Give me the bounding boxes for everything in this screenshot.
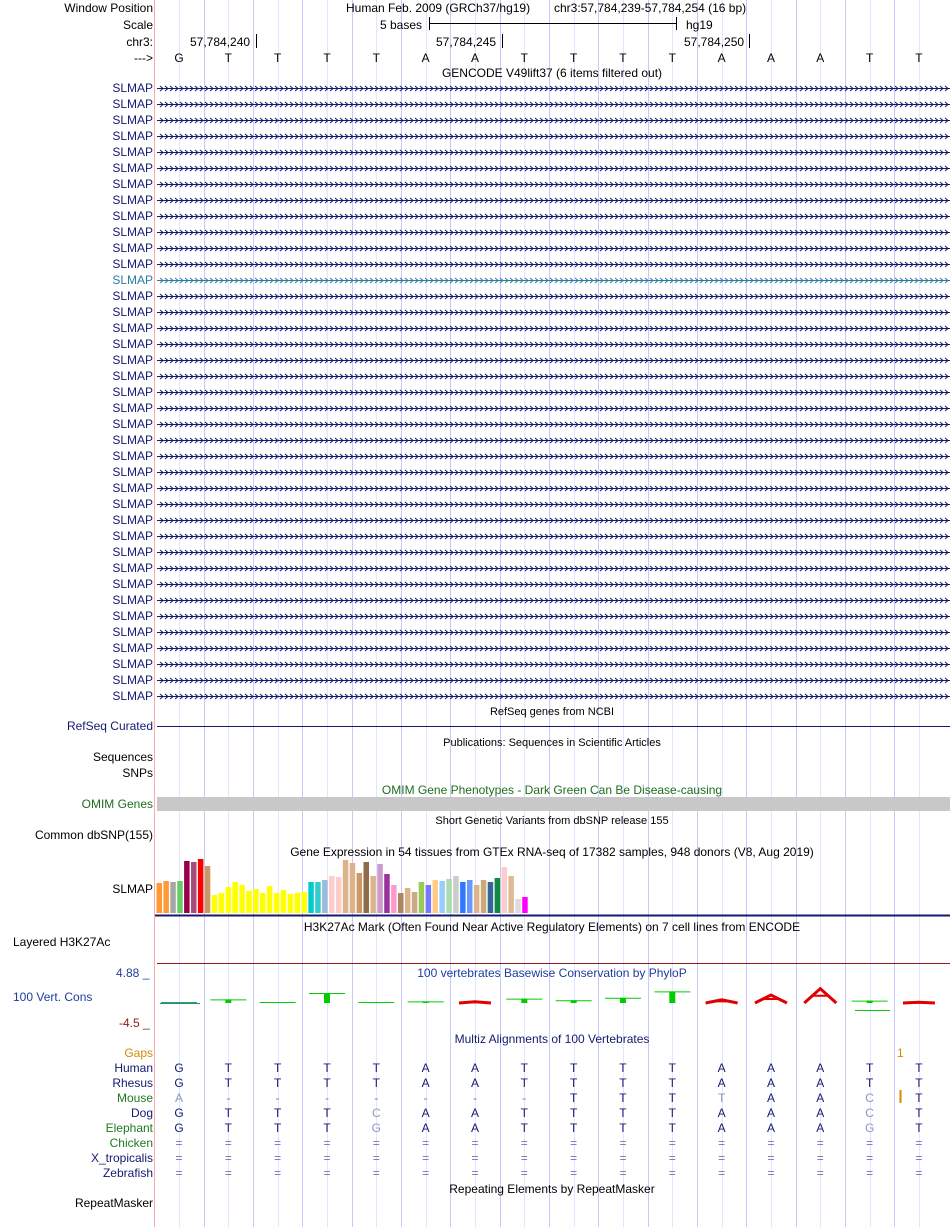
gtex-tissue-bar <box>219 893 225 913</box>
species-label[interactable]: Dog <box>130 1106 153 1120</box>
alignment-base: = <box>323 1166 331 1180</box>
conservation-title: 100 vertebrates Basewise Conservation by PhyloP <box>417 966 687 980</box>
gtex-tissue-bar <box>481 880 487 913</box>
dbsnp-title: Short Genetic Variants from dbSNP release 155 <box>435 815 669 827</box>
multiz-title: Multiz Alignments of 100 Vertebrates <box>454 1032 650 1046</box>
conservation-bar <box>324 993 330 1003</box>
alignment-base: A <box>816 1091 825 1105</box>
gtex-tissue-bar <box>205 866 211 913</box>
gencode-gene-label[interactable]: SLMAP <box>112 129 153 143</box>
alignment-base: T <box>569 1091 578 1105</box>
gtex-tissue-bar <box>177 881 183 913</box>
alignment-base: T <box>668 1061 676 1075</box>
sequence-base: T <box>323 51 331 65</box>
gtex-tissue-bar <box>515 899 521 913</box>
gencode-gene-label[interactable]: SLMAP <box>112 241 153 255</box>
assembly-text: Human Feb. 2009 (GRCh37/hg19) <box>346 1 531 15</box>
alignment-base: A <box>766 1061 775 1075</box>
gtex-tissue-bar <box>301 892 307 913</box>
sequence-base: A <box>470 51 479 65</box>
gencode-gene-label[interactable]: SLMAP <box>112 321 153 335</box>
alignment-base: = <box>372 1166 380 1180</box>
gtex-tissue-bar <box>343 860 349 913</box>
gtex-tissue-bar <box>433 880 439 913</box>
alignment-base: T <box>865 1076 874 1090</box>
gtex-tissue-bar <box>467 880 473 913</box>
species-label[interactable]: Elephant <box>105 1121 153 1135</box>
gtex-tissue-bar <box>184 861 190 913</box>
sequence-base: T <box>372 51 380 65</box>
conservation-bar <box>669 991 675 1003</box>
gencode-gene-label[interactable]: SLMAP <box>112 673 153 687</box>
alignment-base: T <box>224 1076 232 1090</box>
rmsk-title: Repeating Elements by RepeatMasker <box>449 1182 655 1196</box>
gtex-tissue-bar <box>322 880 328 913</box>
alignment-base: A <box>816 1076 825 1090</box>
gencode-gene-label[interactable]: SLMAP <box>112 385 153 399</box>
conservation-label[interactable]: 100 Vert. Cons <box>13 990 93 1004</box>
pubs-title: Publications: Sequences in Scientific Articles <box>443 737 661 749</box>
alignment-base: T <box>569 1106 578 1120</box>
refseq-title: RefSeq genes from NCBI <box>489 706 615 718</box>
gaps-label: Gaps <box>124 1046 153 1060</box>
gtex-tissue-bar <box>405 888 411 913</box>
gtex-tissue-bar <box>412 892 418 913</box>
alignment-base: = <box>224 1136 232 1150</box>
alignment-base: A <box>766 1106 775 1120</box>
gencode-gene-label[interactable]: SLMAP <box>112 289 153 303</box>
alignment-base: T <box>619 1121 627 1135</box>
alignment-base: = <box>422 1151 430 1165</box>
gtex-tissue-bar <box>246 891 252 913</box>
gtex-tissue-bar <box>295 893 301 913</box>
alignment-base: T <box>372 1076 380 1090</box>
species-label[interactable]: Zebrafish <box>102 1166 153 1180</box>
alignment-base: C <box>371 1106 381 1120</box>
alignment-base: A <box>421 1106 430 1120</box>
gtex-tissue-bar <box>391 885 397 913</box>
gencode-gene-label[interactable]: SLMAP <box>112 641 153 655</box>
gtex-tissue-bar <box>267 886 273 913</box>
sequence-base: T <box>569 51 578 65</box>
alignment-base: G <box>174 1106 184 1120</box>
alignment-base: = <box>866 1151 874 1165</box>
alignment-base: C <box>865 1106 874 1120</box>
sequence-base: T <box>915 51 923 65</box>
gencode-gene-label[interactable]: SLMAP <box>112 497 153 511</box>
pubs-sequences-label[interactable]: Sequences <box>92 750 153 764</box>
sequence-base: A <box>717 51 726 65</box>
alignment-base: G <box>371 1121 381 1135</box>
gtex-tissue-bar <box>377 864 383 913</box>
gencode-gene-label[interactable]: SLMAP <box>112 81 153 95</box>
gencode-gene-label[interactable]: SLMAP <box>112 257 153 271</box>
alignment-base: T <box>273 1106 282 1120</box>
alignment-base: - <box>522 1091 527 1105</box>
gtex-tissue-bar <box>474 885 480 913</box>
species-label[interactable]: Chicken <box>109 1136 153 1150</box>
alignment-base: T <box>273 1076 282 1090</box>
alignment-base: = <box>668 1151 676 1165</box>
gencode-gene-label[interactable]: SLMAP <box>112 273 153 287</box>
gtex-title: Gene Expression in 54 tissues from GTEx RNA-seq of 17382 samples, 948 donors (V8, Aug 2019) <box>290 845 814 859</box>
species-label[interactable]: Mouse <box>116 1091 153 1105</box>
alignment-base: A <box>470 1106 479 1120</box>
alignment-base: A <box>717 1076 726 1090</box>
gtex-tissue-bar <box>232 882 238 913</box>
alignment-base: T <box>224 1106 232 1120</box>
scale-text: 5 bases <box>380 18 423 32</box>
alignment-base: - <box>324 1091 329 1105</box>
alignment-base: - <box>275 1091 280 1105</box>
gencode-gene-label[interactable]: SLMAP <box>112 369 153 383</box>
alignment-base: = <box>816 1136 824 1150</box>
gtex-tissue-bar <box>329 876 335 913</box>
gtex-tissue-bar <box>288 894 294 913</box>
alignment-base: G <box>174 1076 184 1090</box>
alignment-base: T <box>668 1091 676 1105</box>
sequence-base: G <box>174 51 184 65</box>
alignment-base: = <box>274 1151 282 1165</box>
gtex-tissue-bar <box>260 893 266 913</box>
alignment-base: = <box>471 1136 479 1150</box>
gtex-tissue-bar <box>308 882 314 913</box>
alignment-base: G <box>174 1121 184 1135</box>
gencode-gene-label[interactable]: SLMAP <box>112 609 153 623</box>
alignment-base: T <box>915 1061 923 1075</box>
alignment-base: = <box>570 1166 578 1180</box>
alignment-base: = <box>718 1136 726 1150</box>
alignment-base: T <box>915 1106 923 1120</box>
sequence-base: T <box>668 51 676 65</box>
alignment-base: T <box>520 1121 528 1135</box>
gencode-gene-label[interactable]: SLMAP <box>112 545 153 559</box>
alignment-base: T <box>224 1121 232 1135</box>
alignment-base: = <box>619 1136 627 1150</box>
alignment-base: = <box>422 1136 430 1150</box>
gencode-gene-label[interactable]: SLMAP <box>112 449 153 463</box>
gtex-tissue-bar <box>350 863 356 913</box>
alignment-base: A <box>766 1091 775 1105</box>
sequence-base: T <box>273 51 282 65</box>
alignment-base: = <box>718 1166 726 1180</box>
gtex-tissue-bar <box>364 862 370 913</box>
alignment-base: = <box>224 1151 232 1165</box>
gencode-gene-label[interactable]: SLMAP <box>112 225 153 239</box>
gencode-gene-label[interactable]: SLMAP <box>112 657 153 671</box>
species-label[interactable]: Human <box>114 1061 153 1075</box>
gtex-tissue-bar <box>157 883 163 913</box>
gencode-gene-label[interactable]: SLMAP <box>112 305 153 319</box>
h3k27ac-title: H3K27Ac Mark (Often Found Near Active Regulatory Elements) on 7 cell lines from ENCODE <box>303 920 801 934</box>
alignment-base: T <box>915 1091 923 1105</box>
alignment-base: - <box>472 1091 477 1105</box>
alignment-base: T <box>619 1061 627 1075</box>
gencode-gene-label[interactable]: SLMAP <box>112 465 153 479</box>
alignment-base: = <box>915 1136 923 1150</box>
gtex-tissue-bar <box>508 876 514 913</box>
tick-label: 57,784,245 <box>436 35 497 49</box>
alignment-base: = <box>372 1151 380 1165</box>
gtex-tissue-bar <box>357 873 363 913</box>
gtex-tissue-bar <box>398 893 404 913</box>
alignment-base: A <box>816 1121 825 1135</box>
alignment-base: = <box>520 1136 528 1150</box>
species-label[interactable]: X_tropicalis <box>90 1151 153 1165</box>
gtex-tissue-bar <box>226 887 232 913</box>
alignment-base: - <box>226 1091 231 1105</box>
alignment-base: T <box>520 1061 528 1075</box>
gtex-tissue-bar <box>446 879 452 913</box>
gencode-gene-label[interactable]: SLMAP <box>112 337 153 351</box>
alignment-base: T <box>569 1076 578 1090</box>
strand-label: ---> <box>134 51 153 65</box>
gtex-tissue-bar <box>163 881 169 913</box>
alignment-base: T <box>717 1091 726 1105</box>
alignment-base: = <box>224 1166 232 1180</box>
alignment-base: T <box>520 1076 528 1090</box>
gtex-tissue-bar <box>253 889 259 913</box>
gtex-tissue-bar <box>315 882 321 913</box>
conservation-min: -4.5 _ <box>119 1016 150 1030</box>
alignment-base: T <box>668 1121 676 1135</box>
gencode-gene-label[interactable]: SLMAP <box>112 145 153 159</box>
alignment-base: = <box>668 1136 676 1150</box>
alignment-base: = <box>915 1151 923 1165</box>
alignment-base: = <box>274 1166 282 1180</box>
gtex-tissue-bar <box>384 874 390 913</box>
alignment-base: A <box>766 1121 775 1135</box>
gencode-title: GENCODE V49lift37 (6 items filtered out) <box>441 66 663 80</box>
chromosome-label: chr3: <box>126 35 153 49</box>
gencode-gene-label[interactable]: SLMAP <box>112 689 153 703</box>
gencode-gene-label[interactable]: SLMAP <box>112 481 153 495</box>
gencode-gene-label[interactable]: SLMAP <box>112 513 153 527</box>
h3k27ac-label[interactable]: Layered H3K27Ac <box>13 935 111 949</box>
pubs-snps-label[interactable]: SNPs <box>122 766 153 780</box>
alignment-base: = <box>767 1166 775 1180</box>
tick-label: 57,784,250 <box>684 35 745 49</box>
gtex-tissue-bar <box>488 882 494 913</box>
alignment-base: T <box>668 1106 676 1120</box>
alignment-base: = <box>323 1136 331 1150</box>
gencode-gene-label[interactable]: SLMAP <box>112 97 153 111</box>
sequence-base: T <box>224 51 232 65</box>
gencode-gene-label[interactable]: SLMAP <box>112 353 153 367</box>
gencode-gene-rows[interactable] <box>157 86 950 699</box>
gencode-gene-label[interactable]: SLMAP <box>112 177 153 191</box>
gtex-tissue-bar <box>191 862 197 913</box>
gtex-tissue-bar <box>370 876 376 913</box>
rmsk-label[interactable]: RepeatMasker <box>74 1196 153 1210</box>
gtex-expression-bars[interactable] <box>157 859 528 913</box>
alignment-base: A <box>421 1121 430 1135</box>
gencode-gene-label[interactable]: SLMAP <box>112 529 153 543</box>
alignment-base: A <box>421 1061 430 1075</box>
alignment-base: T <box>224 1061 232 1075</box>
alignment-base: T <box>619 1091 627 1105</box>
alignment-base: T <box>569 1121 578 1135</box>
alignment-base: A <box>470 1061 479 1075</box>
alignment-base: T <box>323 1061 331 1075</box>
species-label[interactable]: Rhesus <box>112 1076 153 1090</box>
alignment-base: = <box>372 1136 380 1150</box>
alignment-base: A <box>470 1076 479 1090</box>
alignment-base: T <box>273 1121 282 1135</box>
conservation-plot[interactable] <box>160 989 935 1011</box>
alignment-base: = <box>520 1166 528 1180</box>
gencode-gene-label[interactable]: SLMAP <box>112 417 153 431</box>
alignment-base: = <box>471 1151 479 1165</box>
gencode-gene-label[interactable]: SLMAP <box>112 593 153 607</box>
alignment-base: A <box>766 1076 775 1090</box>
alignment-base: = <box>570 1136 578 1150</box>
gencode-gene-label[interactable]: SLMAP <box>112 577 153 591</box>
tick-label: 57,784,240 <box>190 35 251 49</box>
gencode-gene-label[interactable]: SLMAP <box>112 625 153 639</box>
alignment-base: - <box>374 1091 379 1105</box>
alignment-base: = <box>175 1166 183 1180</box>
alignment-base: T <box>915 1121 923 1135</box>
refseq-label[interactable]: RefSeq Curated <box>66 719 153 733</box>
alignment-base: T <box>323 1106 331 1120</box>
alignment-base: C <box>865 1091 874 1105</box>
gtex-tissue-bar <box>439 881 445 913</box>
omim-label[interactable]: OMIM Genes <box>81 797 153 811</box>
alignment-base: A <box>816 1061 825 1075</box>
gtex-tissue-bar <box>170 882 176 913</box>
scale-ruler <box>257 17 750 48</box>
alignment-base: A <box>816 1106 825 1120</box>
alignment-base: T <box>619 1076 627 1090</box>
gtex-label[interactable]: SLMAP <box>112 882 153 896</box>
scale-label: Scale <box>122 18 153 32</box>
gencode-gene-label[interactable]: SLMAP <box>112 401 153 415</box>
gtex-tissue-bar <box>274 893 280 913</box>
alignment-base: G <box>174 1061 184 1075</box>
gencode-gene-label[interactable]: SLMAP <box>112 193 153 207</box>
alignment-base: A <box>174 1091 183 1105</box>
alignment-base: = <box>570 1151 578 1165</box>
alignment-base: = <box>767 1151 775 1165</box>
gtex-tissue-bar <box>239 885 245 913</box>
gtex-tissue-bar <box>495 878 501 913</box>
gtex-tissue-bar <box>336 877 342 913</box>
gtex-tissue-bar <box>426 885 432 913</box>
gencode-gene-label[interactable]: SLMAP <box>112 561 153 575</box>
gaps-value: 1 <box>897 1046 904 1060</box>
gtex-tissue-bar <box>198 859 204 913</box>
gencode-gene-label[interactable]: SLMAP <box>112 113 153 127</box>
alignment-base: A <box>717 1121 726 1135</box>
gtex-tissue-bar <box>453 876 459 913</box>
alignment-base: = <box>323 1151 331 1165</box>
alignment-base: = <box>274 1136 282 1150</box>
alignment-base: T <box>323 1076 331 1090</box>
sequence-base: A <box>816 51 825 65</box>
alignment-base: = <box>668 1166 676 1180</box>
gtex-tissue-bar <box>281 890 287 913</box>
gtex-tissue-bar <box>212 895 218 913</box>
alignment-base: G <box>864 1121 875 1135</box>
alignment-base: = <box>619 1151 627 1165</box>
conservation-max: 4.88 _ <box>116 966 150 980</box>
alignment-base: T <box>619 1106 627 1120</box>
gtex-tissue-bar <box>419 882 425 913</box>
alignment-base: = <box>619 1166 627 1180</box>
alignment-base: = <box>718 1151 726 1165</box>
db-text: hg19 <box>686 18 713 32</box>
alignment-base: T <box>372 1061 380 1075</box>
alignment-base: T <box>668 1076 676 1090</box>
omim-phenotype-bar[interactable] <box>157 797 950 811</box>
alignment-base: T <box>915 1076 923 1090</box>
alignment-base: A <box>717 1106 726 1120</box>
gtex-tissue-bar <box>460 882 466 913</box>
alignment-base: T <box>520 1106 528 1120</box>
alignment-base: A <box>470 1121 479 1135</box>
gtex-tissue-bar <box>522 897 528 913</box>
alignment-base: = <box>866 1136 874 1150</box>
alignment-base: T <box>273 1061 282 1075</box>
sequence-base: A <box>421 51 430 65</box>
alignment-base: = <box>866 1166 874 1180</box>
sequence-base: T <box>520 51 528 65</box>
sequence-base: A <box>766 51 775 65</box>
alignment-base: = <box>816 1166 824 1180</box>
alignment-base: = <box>915 1166 923 1180</box>
alignment-base: = <box>520 1151 528 1165</box>
window-position-label: Window Position <box>64 1 153 15</box>
omim-title: OMIM Gene Phenotypes - Dark Green Can Be Disease-causing <box>381 783 723 797</box>
alignment-base: = <box>767 1136 775 1150</box>
gencode-gene-label[interactable]: SLMAP <box>112 161 153 175</box>
sequence-base: T <box>619 51 627 65</box>
alignment-base: - <box>423 1091 428 1105</box>
dbsnp-label[interactable]: Common dbSNP(155) <box>34 828 153 842</box>
alignment-base: T <box>569 1061 578 1075</box>
alignment-base: = <box>175 1151 183 1165</box>
gencode-gene-label[interactable]: SLMAP <box>112 433 153 447</box>
alignment-base: = <box>175 1136 183 1150</box>
sequence-base: T <box>865 51 874 65</box>
alignment-base: = <box>471 1166 479 1180</box>
alignment-base: A <box>421 1076 430 1090</box>
alignment-base: T <box>323 1121 331 1135</box>
alignment-base: T <box>865 1061 874 1075</box>
gtex-tissue-bar <box>502 867 508 913</box>
gencode-gene-label[interactable]: SLMAP <box>112 209 153 223</box>
alignment-base: = <box>422 1166 430 1180</box>
position-text: chr3:57,784,239-57,784,254 (16 bp) <box>554 1 747 15</box>
alignment-base: A <box>717 1061 726 1075</box>
alignment-base: = <box>816 1151 824 1165</box>
